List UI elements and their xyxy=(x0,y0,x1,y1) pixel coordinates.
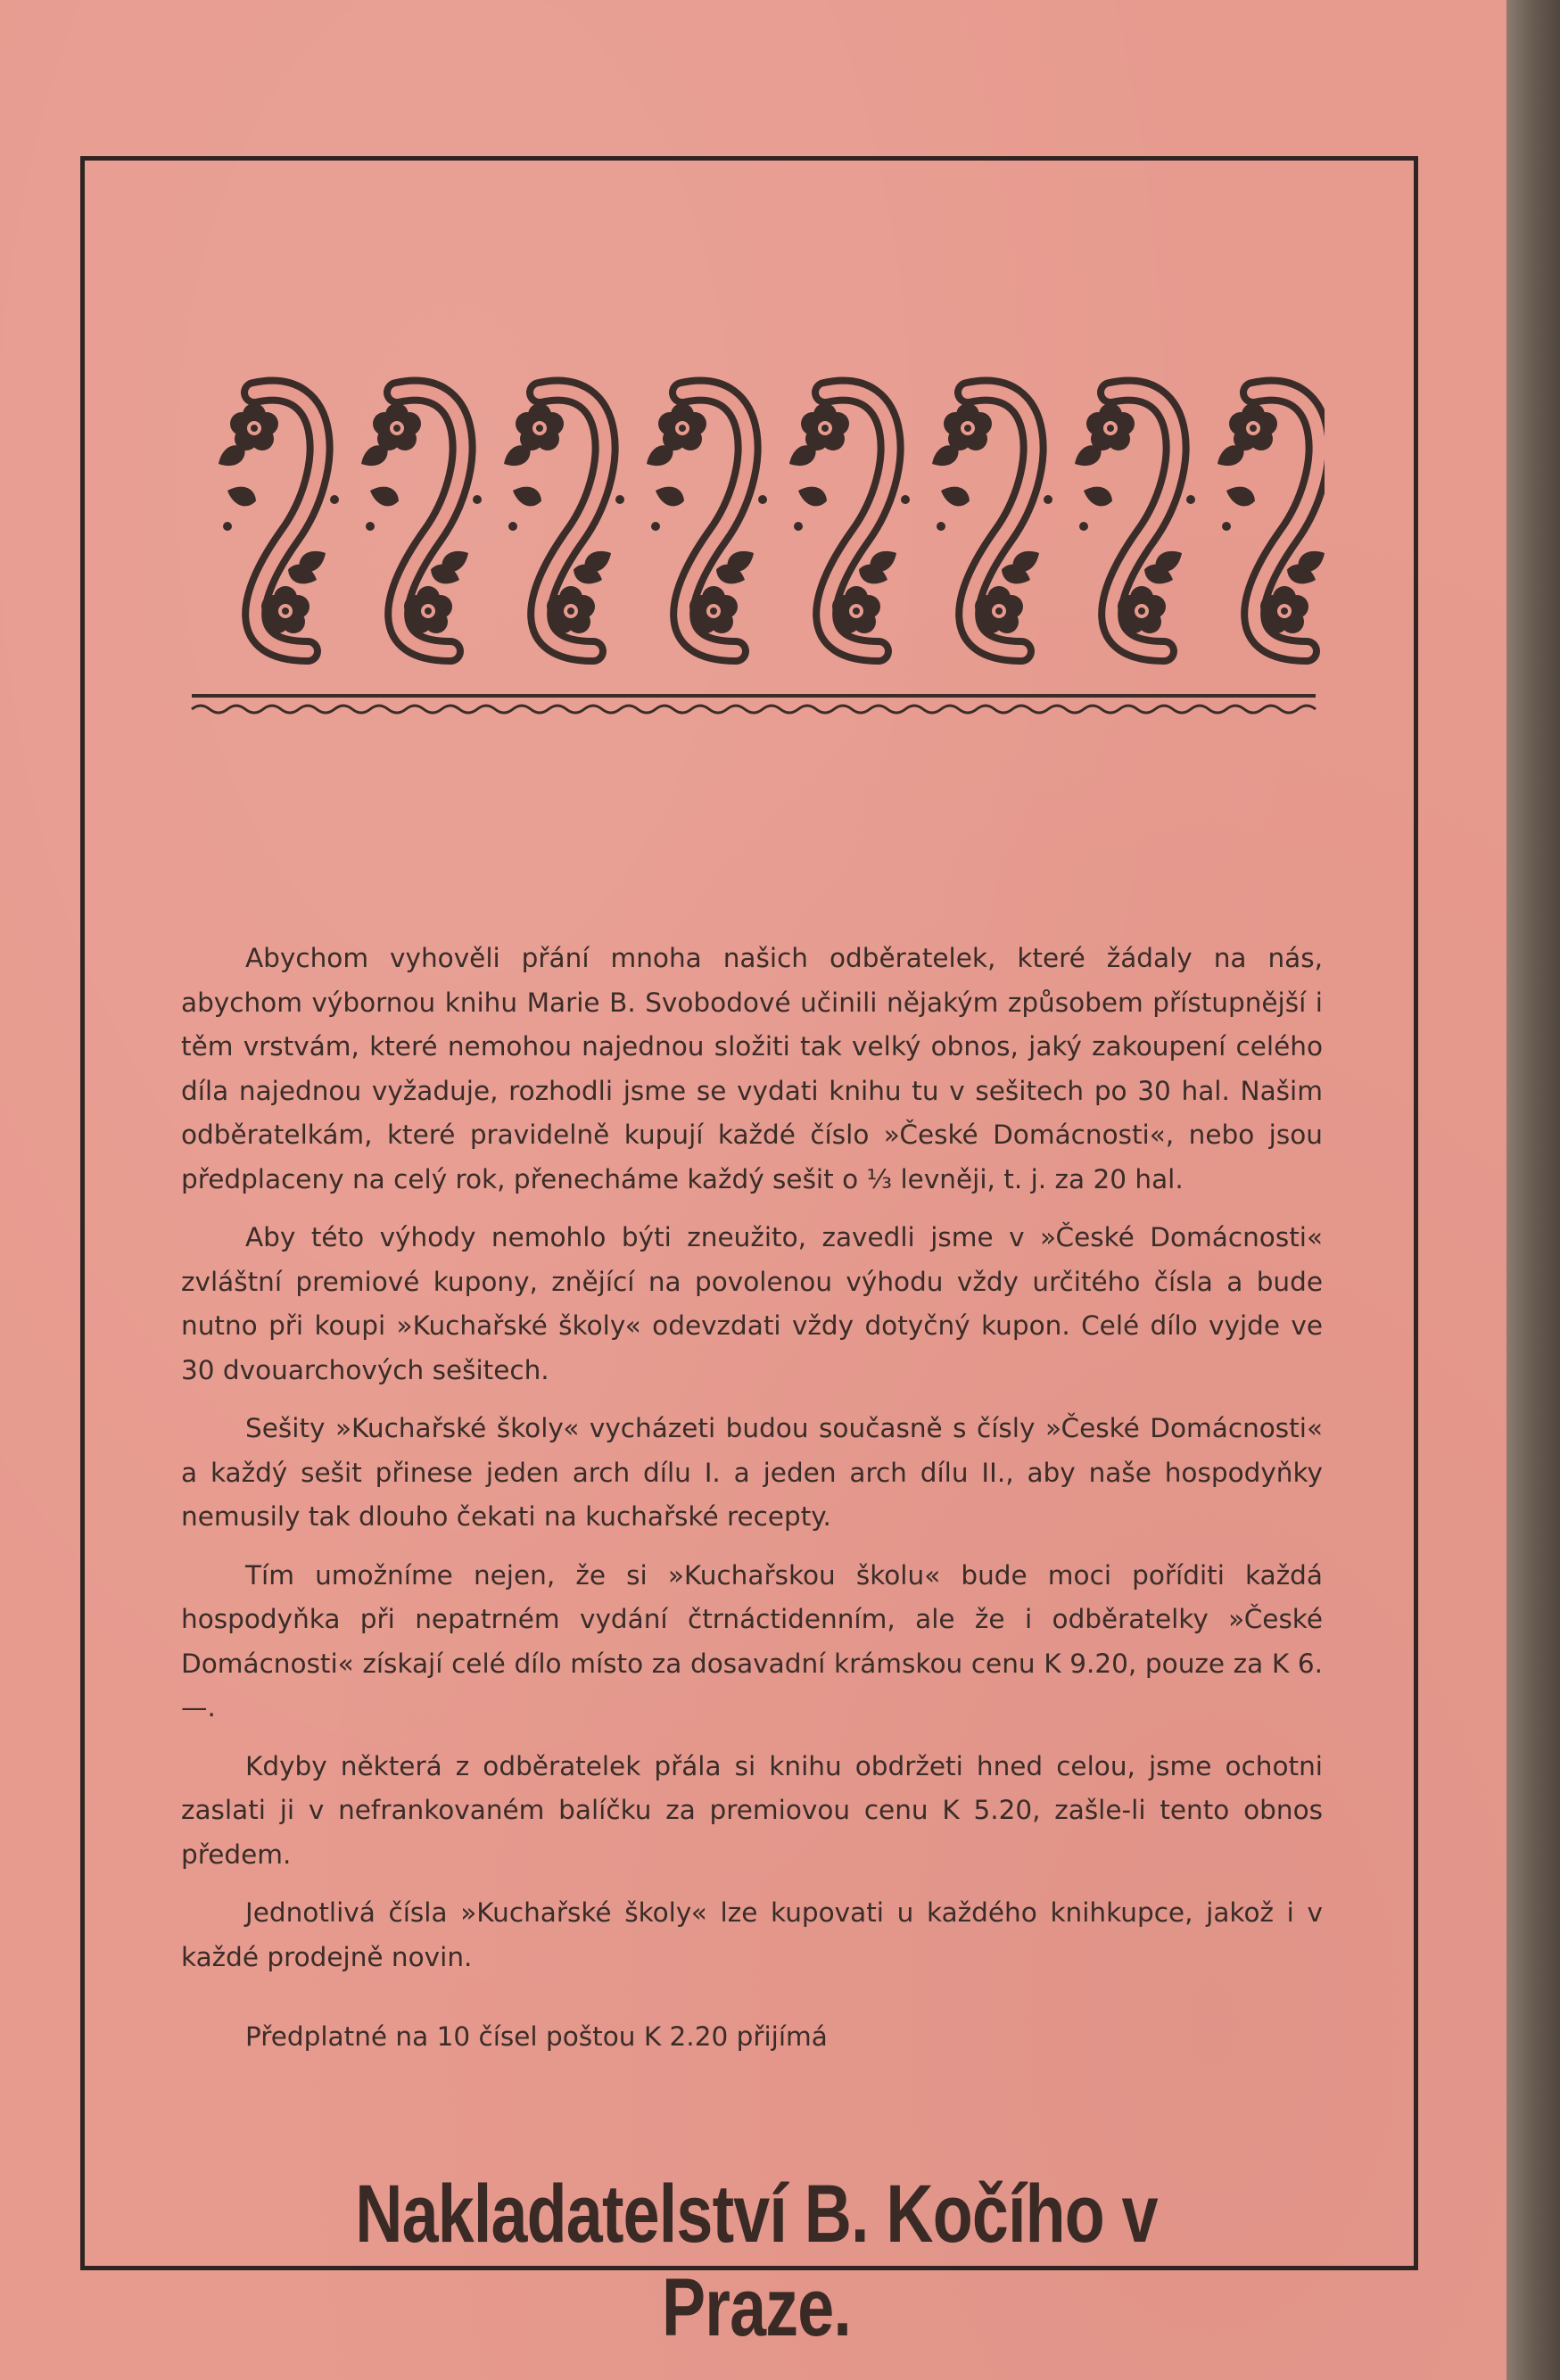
subscription-line: Předplatné na 10 čísel poštou K 2.20 přijímá xyxy=(245,2021,828,2052)
paragraph: Jednotlivá čísla »Kuchařské školy« lze kupovati u každého knihkupce, jakož i v každé prodejně novin. xyxy=(181,1897,1323,1972)
paragraph: Abychom vyhověli přání mnoha našich odběratelek, které žádaly na nás, abychom výbornou knihu Marie B. Svobodové učinili nějakým způsobem přístupnější i těm vrstvám, které nemohou najednou složiti tak velký obnos, jaký zakoupení celého díla najednou vyžaduje, rozhodli jsme se vydati knihu tu v sešitech po 30 hal. Našim odběratelkám, které pravidelně kupují každé číslo »České Domácnosti«, nebo jsou předplaceny na celý rok, přenecháme každý sešit o ⅓ levněji, t. j. za 20 hal. xyxy=(181,943,1323,1194)
page-frame xyxy=(80,156,1418,2353)
paragraph: Tím umožníme nejen, že si »Kuchařskou školu« bude moci poříditi každá hospodyňka při nepatrném vydání čtrnáctidenním, ale že i odběratelky »České Domácnosti« získají celé dílo místo za dosavadní krámskou cenu K 9.20, pouze za K 6.—. xyxy=(181,1559,1323,1723)
floral-scroll-border-icon xyxy=(174,223,1325,723)
paragraph: Aby této výhody nemohlo býti zneužito, zavedli jsme v »České Domácnosti« zvláštní premiové kupony, znějící na povolenou výhodu vždy určitého čísla a bude nutno při koupi »Kuchařské školy« odevzdati vždy dotyčný kupon. Celé dílo vyjde ve 30 dvouarchových sešitech. xyxy=(181,1222,1323,1385)
announcement-text xyxy=(181,937,1323,2074)
publisher-name: Nakladatelství B. Kočího v Praze. xyxy=(355,2169,1158,2353)
paragraph: Kdyby některá z odběratelek přála si knihu obdržeti hned celou, jsme ochotni zaslati ji v nefrankovaném balíčku za premiovou cenu K 5.20, zašle-li tento obnos předem. xyxy=(181,1750,1323,1870)
scan-edge xyxy=(1506,0,1560,2380)
paragraph: Sešity »Kuchařské školy« vycházeti budou současně s čísly »České Domácnosti« a každý sešit přinese jeden arch dílu I. a jeden arch dílu II., aby naše hospodyňky nemusily tak dlouho čekati na kuchařské recepty. xyxy=(181,1413,1323,1532)
